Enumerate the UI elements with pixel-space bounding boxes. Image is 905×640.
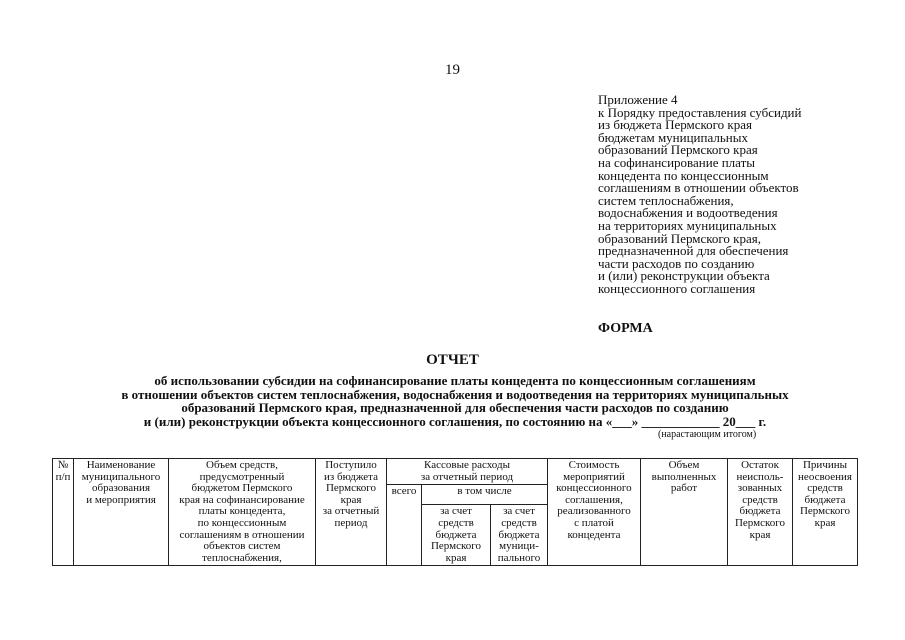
appendix-line: концессионного соглашения (598, 280, 756, 296)
header-works: Объем выполненных работ (641, 459, 728, 566)
header-cash: Кассовые расходы за отчетный период (387, 459, 548, 485)
appendix-line: части расходов по созданию (598, 255, 755, 271)
report-note: (нарастающим итогом) (658, 429, 757, 440)
appendix-line: систем теплоснабжения, (598, 192, 734, 208)
subtitle-line: в отношении объектов систем теплоснабжения, водоснабжения и водоотведения на территориях муниципальных (121, 386, 789, 402)
appendix-line: образований Пермского края (598, 142, 758, 158)
appendix-line: соглашениям в отношении объектов (598, 180, 799, 196)
appendix-line: концедента по концессионным (598, 167, 769, 183)
appendix-line: из бюджета Пермского края (598, 117, 753, 133)
page-number: 19 (445, 62, 460, 78)
header-received: Поступило из бюджета Пермского края за отчетный период (316, 459, 387, 566)
header-municipal: за счет средств бюджета муници- пального (491, 505, 548, 566)
report-subtitle (20, 374, 890, 428)
header-regional: за счет средств бюджета Пермского края (422, 505, 491, 566)
header-including: в том числе (422, 485, 548, 505)
header-cost: Стоимость мероприятий концессионного соглашения, реализованного с платой концедента (548, 459, 641, 566)
appendix-line: предназначенной для обеспечения (598, 243, 789, 259)
report-table (52, 458, 858, 566)
subtitle-line: об использовании субсидии на софинансирование платы концедента по концессионным соглашениям (154, 373, 756, 388)
appendix-line: к Порядку предоставления субсидий (598, 104, 802, 120)
report-title: ОТЧЕТ (426, 352, 479, 368)
appendix-lines (598, 104, 888, 296)
subtitle-line: образований Пермского края, предназначенной для обеспечения части расходов по созданию (181, 400, 729, 415)
appendix-line: образований Пермского края, (598, 230, 761, 246)
appendix-line: бюджетам муниципальных (598, 129, 748, 145)
appendix-line: и (или) реконструкции объекта (598, 268, 770, 284)
appendix-block (598, 94, 888, 296)
header-num: № п/п (53, 459, 74, 566)
form-label: ФОРМА (598, 321, 653, 336)
header-remainder: Остаток неисполь- зованных средств бюджета Пермского края (728, 459, 793, 566)
appendix-title: Приложение 4 (598, 92, 678, 107)
appendix-line: водоснабжения и водоотведения (598, 205, 778, 221)
header-volume: Объем средств, предусмотренный бюджетом Пермского края на софинансирование платы концедента, по концессионным соглашениям в отношении объектов систем теплоснабжения, (169, 459, 316, 566)
header-total: всего (387, 485, 422, 566)
subtitle-line: и (или) реконструкции объекта концессионного соглашения, по состоянию на «___» ____________ 20___ г. (143, 413, 767, 429)
appendix-line: на софинансирование платы (598, 154, 756, 170)
appendix-line: на территориях муниципальных (598, 217, 777, 233)
header-name: Наименование муниципального образования и мероприятия (74, 459, 169, 566)
header-reasons: Причины неосвоения средств бюджета Пермского края (793, 459, 858, 566)
